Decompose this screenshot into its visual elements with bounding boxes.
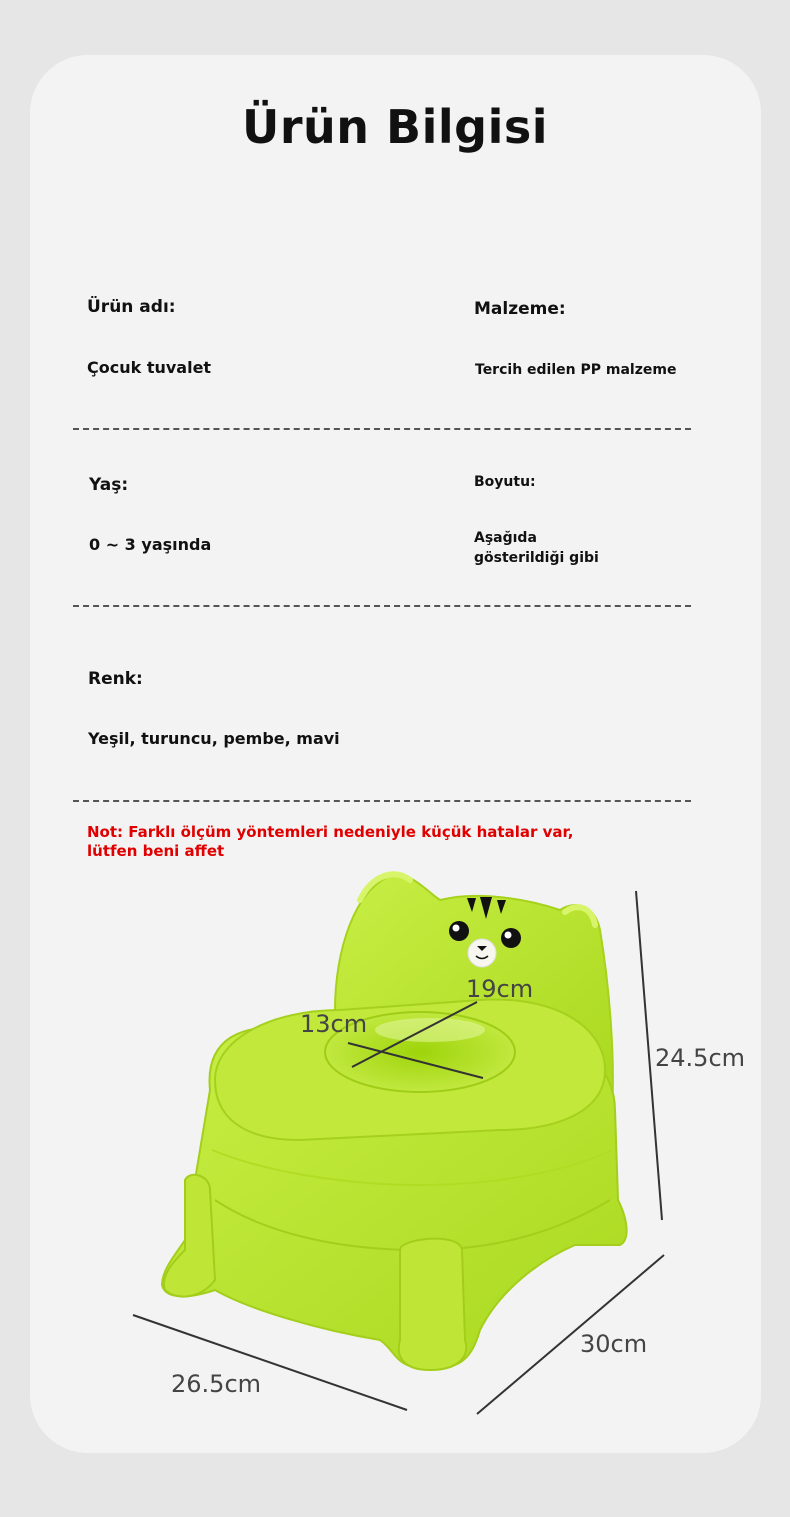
product-image-potty-chair xyxy=(0,860,790,1420)
age-label: Yaş: xyxy=(89,475,129,495)
age-value: 0 ~ 3 yaşında xyxy=(89,535,212,554)
divider xyxy=(73,605,691,607)
page-title: Ürün Bilgisi xyxy=(242,100,548,154)
product-name-label: Ürün adı: xyxy=(87,297,176,317)
color-value: Yeşil, turuncu, pembe, mavi xyxy=(88,729,340,748)
material-label: Malzeme: xyxy=(474,299,566,319)
size-value-line2: gösterildiği gibi xyxy=(474,550,599,566)
divider xyxy=(73,428,691,430)
divider xyxy=(73,800,691,802)
seat-long-dimension-label: 19cm xyxy=(466,975,534,1003)
measurement-note: Not: Farklı ölçüm yöntemleri nedeniyle küçük hatalar var, lütfen beni affet xyxy=(87,823,574,860)
seat-short-dimension-label: 13cm xyxy=(300,1010,368,1038)
size-label: Boyutu: xyxy=(474,474,536,490)
material-value: Tercih edilen PP malzeme xyxy=(475,362,677,378)
product-name-value: Çocuk tuvalet xyxy=(87,358,212,377)
depth-dimension-label: 30cm xyxy=(580,1330,648,1358)
size-value xyxy=(474,528,599,568)
height-dimension-label: 24.5cm xyxy=(655,1044,746,1072)
width-dimension-label: 26.5cm xyxy=(171,1370,262,1398)
color-label: Renk: xyxy=(88,669,143,689)
size-value-line1: Aşağıda xyxy=(474,530,537,546)
